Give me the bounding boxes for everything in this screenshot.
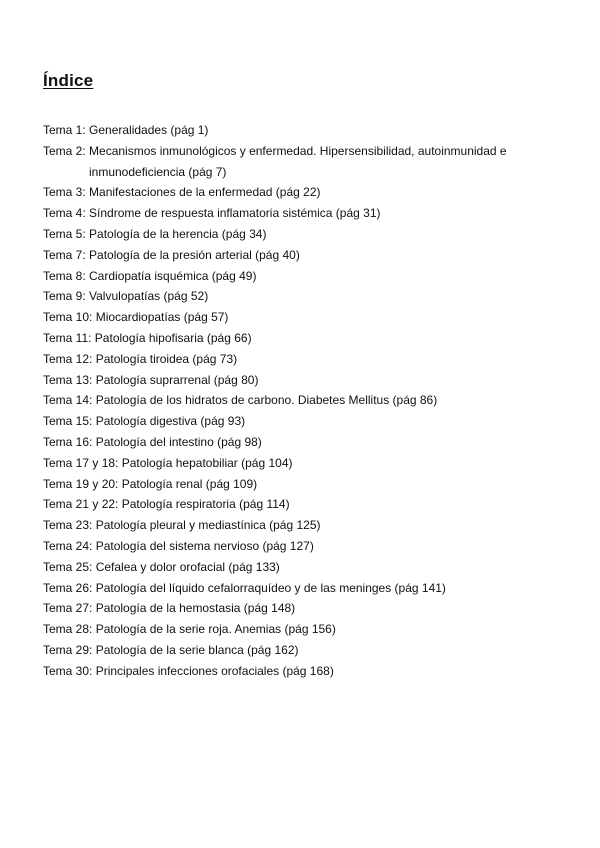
toc-entry-text: Tema 9: Valvulopatías (pág 52) [43, 289, 209, 304]
toc-entry-text: Tema 16: Patología del intestino (pág 98) [43, 434, 262, 449]
toc-entry-tema-14 [43, 390, 563, 411]
toc-entry-tema-4 [43, 203, 563, 224]
toc-entry-tema-13 [43, 370, 563, 391]
toc-entry-tema-17-18 [43, 453, 563, 474]
toc-entry-tema-1 [43, 120, 563, 141]
toc-entry-text: Tema 17 y 18: Patología hepatobiliar (pág 104) [43, 455, 293, 470]
toc-entry-tema-19-20 [43, 474, 563, 495]
toc-entry-text: Tema 21 y 22: Patología respiratoria (pág 114) [43, 497, 290, 512]
page-title: Índice [43, 71, 94, 90]
toc-entry-tema-28 [43, 619, 563, 640]
toc-entry-text: Tema 26: Patología del líquido cefalorraquídeo y de las meninges (pág 141) [43, 580, 446, 595]
toc-entry-tema-26 [43, 578, 563, 599]
toc-entry-tema-23 [43, 515, 563, 536]
toc-entry-tema-11 [43, 328, 563, 349]
toc-entry-text: Tema 15: Patología digestiva (pág 93) [43, 414, 246, 429]
toc-entry-tema-5 [43, 224, 563, 245]
toc-entry-text: Tema 2: Mecanismos inmunológicos y enfermedad. Hipersensibilidad, autoinmunidad e [43, 143, 507, 158]
toc-entry-tema-21-22 [43, 494, 563, 515]
toc-entry-text: Tema 4: Síndrome de respuesta inflamatoria sistémica (pág 31) [43, 206, 381, 221]
toc-entry-tema-9 [43, 286, 563, 307]
toc-entry-text: Tema 28: Patología de la serie roja. Anemias (pág 156) [43, 622, 336, 637]
toc-entry-text: Tema 24: Patología del sistema nervioso (pág 127) [43, 538, 314, 553]
toc-entry-text: Tema 1: Generalidades (pág 1) [43, 123, 209, 137]
toc-entry-tema-7 [43, 245, 563, 266]
toc-entry-text: Tema 23: Patología pleural y mediastínica (pág 125) [43, 518, 321, 533]
toc-entry-text: Tema 12: Patología tiroidea (pág 73) [43, 351, 238, 366]
toc-entry-text: Tema 13: Patología suprarrenal (pág 80) [43, 372, 259, 387]
toc-entry-text: Tema 7: Patología de la presión arterial (pág 40) [43, 247, 300, 262]
toc-entry-text: Tema 11: Patología hipofisaria (pág 66) [43, 330, 252, 345]
toc-entry-text: Tema 8: Cardiopatía isquémica (pág 49) [43, 268, 257, 283]
toc-entry-continuation: inmunodeficiencia (pág 7) [89, 164, 227, 179]
toc-entry-tema-3 [43, 182, 563, 203]
toc-entry-text: Tema 5: Patología de la herencia (pág 34) [43, 226, 267, 241]
toc-entry-text: Tema 14: Patología de los hidratos de carbono. Diabetes Mellitus (pág 86) [43, 393, 438, 408]
toc-entry-tema-15 [43, 411, 563, 432]
toc-entry-text: Tema 3: Manifestaciones de la enfermedad (pág 22) [43, 185, 321, 200]
toc-entry-tema-16 [43, 432, 563, 453]
toc-entry-text: Tema 27: Patología de la hemostasia (pág 148) [43, 601, 296, 616]
toc-entry-text: Tema 19 y 20: Patología renal (pág 109) [43, 476, 258, 491]
toc-entry-tema-29 [43, 640, 563, 661]
toc-entry-tema-30 [43, 661, 563, 682]
toc-entry-text: Tema 30: Principales infecciones orofaciales (pág 168) [43, 663, 334, 678]
table-of-contents [43, 120, 563, 682]
toc-entry-tema-8 [43, 266, 563, 287]
toc-entry-text: Tema 10: Miocardiopatías (pág 57) [43, 310, 229, 325]
toc-entry-tema-25 [43, 557, 563, 578]
toc-entry-tema-10 [43, 307, 563, 328]
toc-entry-text: Tema 25: Cefalea y dolor orofacial (pág 133) [43, 559, 280, 574]
toc-entry-tema-27 [43, 598, 563, 619]
toc-entry-tema-2 [43, 141, 563, 183]
toc-entry-tema-12 [43, 349, 563, 370]
toc-entry-tema-24 [43, 536, 563, 557]
toc-entry-text: Tema 29: Patología de la serie blanca (pág 162) [43, 642, 299, 657]
